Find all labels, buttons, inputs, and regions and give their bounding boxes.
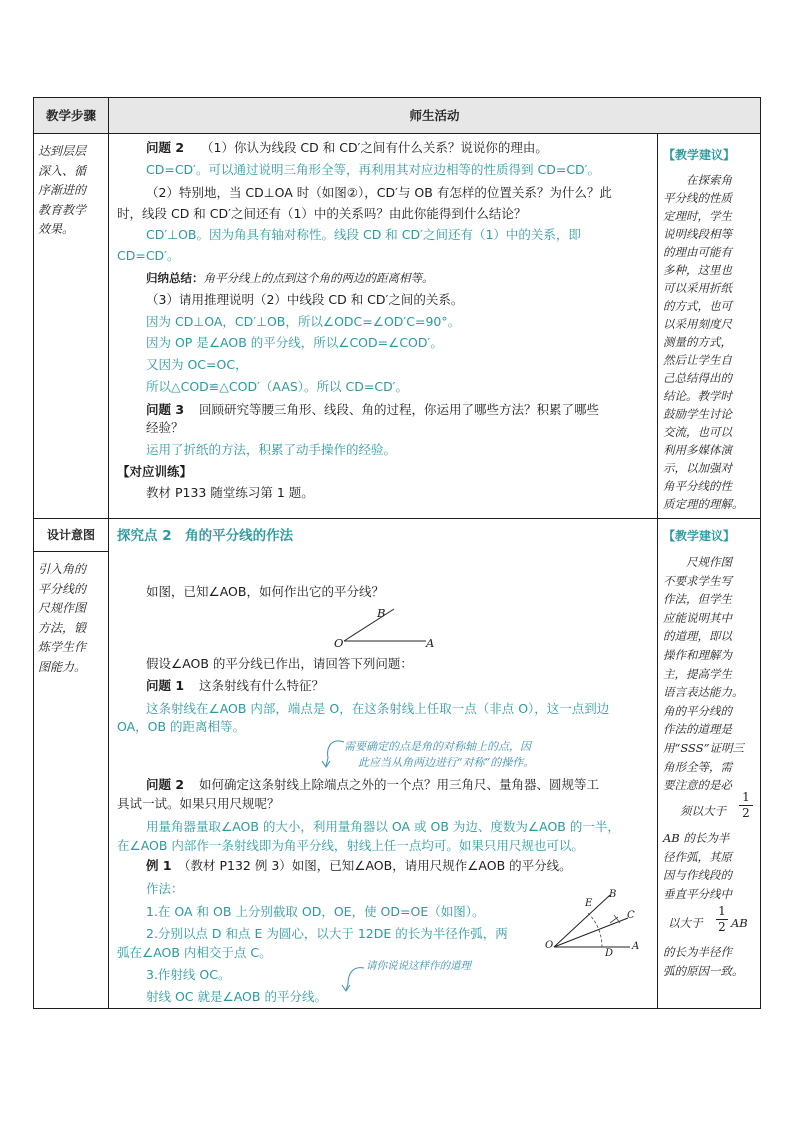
suggest-line: 弧的原因一致。 — [663, 963, 744, 978]
note1b: 此应当从角两边进行“对称”的操作。 — [358, 756, 535, 769]
step-1: 1.在 OA 和 OB 上分别截取 OD，OE，使 OD=OE（如图）。 — [146, 904, 485, 919]
fraction-half-2 — [716, 904, 728, 935]
suggest-line: 可以采用折纸 — [663, 281, 732, 295]
suggest-text-1 — [663, 171, 755, 513]
ex-text: （教材 P132 例 3）如图，已知∠AOB，请用尺规作∠AOB 的平分线。 — [178, 858, 572, 873]
a2-part2b: CD=CD′。 — [117, 248, 180, 263]
suggest-line: 鼓励学生讨论 — [663, 407, 732, 421]
left-note-line: 方法，锻 — [38, 620, 87, 635]
suggest-line: 作法的道理是 — [663, 722, 732, 737]
suggest-line: 的理由可能有 — [663, 245, 732, 259]
s2-q2b: 具试一试。如果只用尺规呢？ — [117, 796, 280, 811]
suggest-label-1: 【教学建议】 — [663, 148, 736, 162]
suggest-line: 平分线的性质 — [663, 191, 732, 205]
section2-title: 探究点 2 角的平分线的作法 — [117, 528, 294, 544]
s2-q1-label — [146, 677, 184, 695]
s2-a2a: 用量角器量取∠AOB 的大小，利用量角器以 OA 或 OB 为边、度数为∠AOB 的一半， — [146, 819, 620, 834]
suggest-line: 因与作线段的 — [663, 868, 732, 883]
fig2-label-c: C — [627, 910, 635, 921]
fig2-label-a: A — [632, 941, 640, 952]
suggest-text-2c — [663, 943, 755, 980]
s2-q1: 这条射线有什么特征？ — [199, 678, 325, 693]
suggest-line: 不要求学生写 — [663, 573, 732, 588]
suggest-line: 用“SSS”证明三 — [663, 740, 744, 755]
q2-part3: （3）请用推理说明（2）中线段 CD 和 CD′之间的关系。 — [146, 292, 464, 307]
header-col1: 教学步骤 — [34, 98, 108, 133]
suggest-line: 在探索角 — [663, 173, 732, 187]
left-note-line: 炼学生作 — [38, 640, 87, 654]
ray-ob — [344, 609, 394, 641]
left-note-1 — [38, 142, 104, 240]
fig2-label-d: D — [605, 948, 614, 959]
suggest-text-2 — [663, 553, 755, 795]
left-note-line: 平分线的 — [38, 581, 87, 596]
table-border-col2 — [657, 133, 658, 1009]
fraction-half — [739, 790, 753, 821]
note2: 请你说说这样作的道理 — [366, 960, 471, 972]
train-label: 【对应训练】 — [117, 464, 193, 479]
q2-label-text: 问题 2 — [146, 140, 185, 155]
summary — [146, 269, 434, 287]
s2-q2-label — [146, 776, 184, 794]
suggest-line: 应能说明其中 — [663, 610, 732, 625]
suggest-line: 利用多媒体演 — [663, 443, 732, 457]
q3-label — [146, 401, 184, 419]
q2-label — [146, 139, 184, 157]
suggest-line: 要注意的是必 — [663, 778, 732, 793]
step-3: 3.作射线 OC。 — [146, 967, 231, 982]
q2-part1: （1）你认为线段 CD 和 CD′之间有什么关系？说说你的理由。 — [201, 140, 548, 155]
end-text: 射线 OC 就是∠AOB 的平分线。 — [146, 989, 327, 1004]
step-2a: 2.分别以点 D 和点 E 为圆心，以大于 12DE 的长为半径作弧，两 — [146, 926, 508, 941]
summary-text: 角平分线上的点到这个角的两边的距离相等。 — [203, 271, 434, 285]
table-border-header — [33, 133, 761, 134]
left-note-line: 达到层层 — [38, 144, 87, 158]
fig2-label-o: O — [545, 940, 554, 951]
left-note-line: 教育教学 — [38, 202, 87, 217]
suggest-line: 结论。教学时 — [663, 389, 732, 403]
a2-part1: CD=CD′。可以通过说明三角形全等，再利用其对应边相等的性质得到 CD=CD′。 — [146, 162, 601, 177]
s2-a1a: 这条射线在∠AOB 内部，端点是 O，在这条射线上任取一点（非点 O），这一点到边 — [146, 701, 610, 716]
suggest-line: 语言表达能力。 — [663, 685, 744, 700]
suggest-line: 角形全等，需 — [663, 759, 732, 774]
fig1-label-b: B — [377, 606, 386, 620]
left-note-line: 序渐进的 — [38, 183, 87, 197]
suggest-line: 交流，也可以 — [663, 425, 732, 439]
s2-q1-label-text: 问题 1 — [146, 678, 185, 693]
fig1-label-o: O — [334, 636, 344, 650]
table-border-col1 — [108, 97, 109, 1009]
ray-oc-2 — [554, 918, 628, 947]
train-text: 教材 P133 随堂练习第 1 题。 — [146, 485, 314, 500]
s2-q2-label-text: 问题 2 — [146, 777, 185, 792]
arc-de — [588, 913, 602, 947]
fig2-label-e: E — [585, 898, 593, 909]
suggest-frac-text-a: 须以大于 — [680, 804, 726, 818]
step-2b: 弧在∠AOB 内相交于点 C。 — [117, 945, 272, 960]
suggest-line: 垂直平分线中 — [663, 886, 732, 901]
ex-label — [146, 857, 172, 875]
suggest-line: 然后让学生自 — [663, 353, 732, 367]
header-col2: 师生活动 — [109, 98, 760, 133]
fraction-numerator: 1 — [742, 790, 750, 804]
ray-ob-2 — [554, 895, 610, 947]
suggest-line: 角平分线的性 — [663, 479, 732, 493]
proof-3: 又因为 OC=OC， — [146, 357, 248, 372]
suggest-line: 的方式，也可 — [663, 299, 732, 313]
suggest-line: 尺规作图 — [663, 555, 732, 569]
design-label: 设计意图 — [34, 519, 108, 551]
proof-1: 因为 CD⊥OA，CD′⊥OB，所以∠ODC=∠OD′C=90°。 — [146, 314, 461, 329]
suggest-line: 以采用刻度尺 — [663, 317, 732, 331]
suggest-frac-ab: AB — [731, 916, 748, 930]
q2-part2b: 时，线段 CD 和 CD′之间还有（1）中的关系吗？由此你能得到什么结论？ — [117, 206, 527, 221]
suggest-line: AB 的长为半 — [663, 831, 730, 845]
fraction-numerator: 1 — [718, 904, 726, 918]
fraction-denominator: 2 — [716, 919, 728, 935]
left-note-line: 引入角的 — [38, 562, 87, 576]
suggest-frac-text-c: 以大于 — [668, 916, 703, 930]
suggest-line: 示，以加强对 — [663, 461, 732, 475]
fig1-label-a: A — [426, 636, 435, 650]
assume: 假设∠AOB 的平分线已作出，请回答下列问题： — [146, 656, 413, 671]
suggest-line: 操作和理解为 — [663, 647, 732, 662]
table-border-left — [33, 97, 34, 1009]
a2-part2a: CD′⊥OB。因为角具有轴对称性。线段 CD 和 CD′之间还有（1）中的关系，即 — [146, 227, 581, 242]
left-note-line: 图能力。 — [38, 659, 87, 674]
note-arrow-2 — [338, 960, 368, 994]
suggest-line: 测量的方式， — [663, 335, 732, 349]
summary-label: 归纳总结： — [146, 271, 204, 285]
suggest-line: 的道理，即以 — [663, 629, 732, 644]
suggest-line: 作法，但学生 — [663, 592, 732, 607]
table-border-design — [33, 551, 108, 552]
suggest-line: 主，提高学生 — [663, 666, 732, 681]
a3: 运用了折纸的方法，积累了动手操作的经验。 — [146, 442, 397, 457]
table-border-bottom — [33, 1008, 761, 1009]
suggest-line: 径作弧，其原 — [663, 849, 732, 864]
suggest-line: 定理时，学生 — [663, 209, 732, 223]
q3-a: 回顾研究等腰三角形、线段、角的过程，你运用了哪些方法？积累了哪些 — [199, 402, 600, 417]
ex-label-text: 例 1 — [146, 858, 172, 873]
left-note-line: 深入、循 — [38, 163, 87, 178]
table-border-right — [760, 97, 761, 1009]
suggest-text-2b — [663, 829, 755, 903]
fraction-denominator: 2 — [739, 805, 753, 821]
proof-4: 所以△COD≌△COD′（AAS）。所以 CD=CD′。 — [146, 379, 409, 394]
q3-b: 经验？ — [146, 420, 184, 435]
suggest-line: 己总结得出的 — [663, 371, 732, 385]
left-note-line: 效果。 — [38, 222, 75, 236]
suggest-line: 的长为半径作 — [663, 945, 732, 959]
suggest-line: 说明线段相等 — [663, 227, 732, 241]
note1a: 需要确定的点是角的对称轴上的点，因 — [344, 740, 531, 753]
fig2-label-b: B — [609, 889, 617, 900]
q2-part2a: （2）特别地，当 CD⊥OA 时（如图②），CD′与 OB 有怎样的位置关系？为什么？此 — [146, 185, 612, 200]
left-note-2 — [38, 560, 104, 677]
suggest-line: 角的平分线的 — [663, 703, 732, 718]
s2-a2b: 在∠AOB 内部作一条射线即为角平分线，射线上任一点均可。如果只用尺规也可以。 — [117, 838, 584, 853]
proof-2: 因为 OP 是∠AOB 的平分线，所以∠COD=∠COD′。 — [146, 335, 443, 350]
method-label: 作法： — [146, 881, 184, 896]
table-border-mid — [33, 518, 761, 519]
left-note-line: 尺规作图 — [38, 601, 87, 615]
s2-a1b: OA，OB 的距离相等。 — [117, 719, 246, 734]
s2-q2a: 如何确定这条射线上除端点之外的一个点？用三角尺、量角器、圆规等工 — [199, 777, 600, 792]
suggest-line: 质定理的理解。 — [663, 497, 744, 511]
suggest-line: 多种，这里也 — [663, 263, 732, 277]
section2-intro: 如图，已知∠AOB，如何作出它的平分线？ — [146, 584, 384, 599]
q3-label-text: 问题 3 — [146, 402, 185, 417]
suggest-label-2: 【教学建议】 — [663, 529, 736, 543]
